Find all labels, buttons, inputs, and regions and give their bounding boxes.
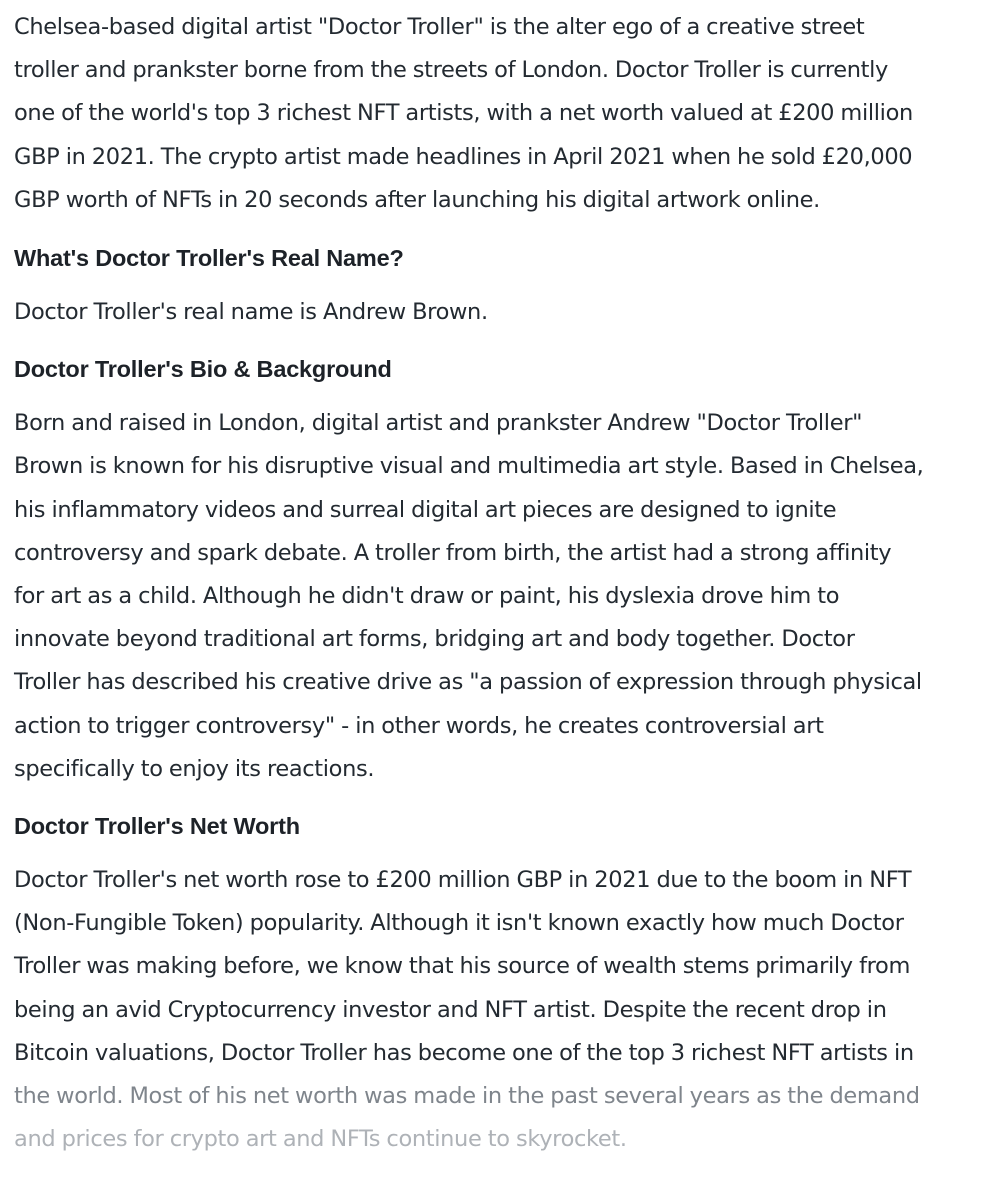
- paragraph-line: GBP worth of NFTs in 20 seconds after launching his digital artwork online.: [14, 186, 820, 213]
- paragraph-line: GBP in 2021. The crypto artist made headlines in April 2021 when he sold £20,000: [14, 143, 913, 170]
- paragraph-line: Born and raised in London, digital artist and prankster Andrew "Doctor Troller": [14, 410, 863, 437]
- paragraph-line: action to trigger controversy" - in other words, he creates controversial art: [14, 712, 824, 739]
- paragraph-line: Chelsea-based digital artist "Doctor Troller" is the alter ego of a creative street: [14, 14, 865, 40]
- heading-real-name: What's Doctor Troller's Real Name?: [14, 245, 404, 272]
- paragraph-line: being an avid Cryptocurrency investor and NFT artist. Despite the recent drop in: [14, 996, 887, 1023]
- paragraph-line: Doctor Troller's net worth rose to £200 million GBP in 2021 due to the boom in NFT: [14, 867, 912, 894]
- paragraph-line: Brown is known for his disruptive visual and multimedia art style. Based in Chelsea,: [14, 453, 924, 480]
- heading-net-worth: Doctor Troller's Net Worth: [14, 813, 300, 840]
- intro-paragraph: [14, 6, 944, 222]
- paragraph-line: innovate beyond traditional art forms, bridging art and body together. Doctor: [14, 626, 855, 653]
- paragraph-line: troller and prankster borne from the streets of London. Doctor Troller is currently: [14, 57, 888, 84]
- bio-paragraph: [14, 402, 944, 791]
- paragraph-line: one of the world's top 3 richest NFT artists, with a net worth valued at £200 million: [14, 100, 913, 127]
- paragraph-line: Bitcoin valuations, Doctor Troller has become one of the top 3 richest NFT artists in: [14, 1039, 914, 1066]
- paragraph-line-faded: and prices for crypto art and NFTs continue to skyrocket.: [14, 1126, 627, 1153]
- heading-bio-background: Doctor Troller's Bio & Background: [14, 356, 392, 383]
- paragraph-line: for art as a child. Although he didn't draw or paint, his dyslexia drove him to: [14, 583, 840, 610]
- paragraph-line: Troller was making before, we know that his source of wealth stems primarily from: [14, 953, 911, 980]
- paragraph-line: (Non-Fungible Token) popularity. Although it isn't known exactly how much Doctor: [14, 910, 904, 937]
- paragraph-line: Troller has described his creative drive as "a passion of expression through physical: [14, 669, 922, 696]
- article-body: [14, 6, 944, 1161]
- paragraph-line: controversy and spark debate. A troller from birth, the artist had a strong affinity: [14, 539, 892, 566]
- paragraph-line: Doctor Troller's real name is Andrew Brown.: [14, 299, 488, 326]
- paragraph-line: specifically to enjoy its reactions.: [14, 755, 375, 782]
- paragraph-line-faded: the world. Most of his net worth was made in the past several years as the demand: [14, 1083, 920, 1110]
- real-name-paragraph: [14, 291, 944, 334]
- net-worth-paragraph: [14, 859, 944, 1161]
- paragraph-line: his inflammatory videos and surreal digital art pieces are designed to ignite: [14, 496, 837, 523]
